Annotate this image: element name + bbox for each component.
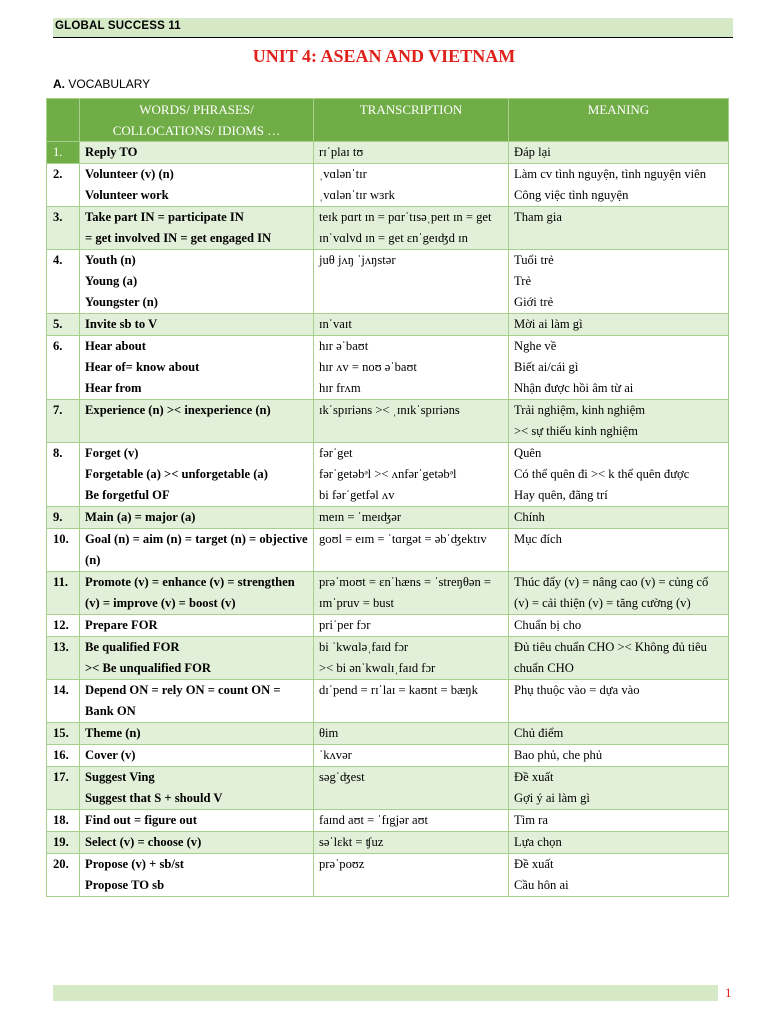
meaning-cell-line: Cầu hôn ai: [514, 878, 569, 892]
transcription-cell: [314, 314, 509, 336]
table-row: [47, 810, 729, 832]
meaning-cell-line: Trải nghiệm, kinh nghiệm: [514, 403, 646, 417]
row-number: 6.: [47, 336, 80, 400]
table-row: [47, 207, 729, 250]
transcription-cell-line: bi fərˈgetfəl ʌv: [319, 488, 395, 502]
header-title: GLOBAL SUCCESS 11: [55, 20, 181, 32]
number-column-header: [47, 99, 80, 142]
meaning-cell: [509, 854, 729, 897]
table-row: [47, 142, 729, 164]
word-cell-line: Propose (v) + sb/st: [85, 857, 184, 871]
word-cell-line: Be forgetful OF: [85, 488, 170, 502]
transcription-cell-line: prəˈpoʊz: [319, 857, 365, 871]
row-number: 11.: [47, 572, 80, 615]
row-number: 5.: [47, 314, 80, 336]
meaning-cell: [509, 443, 729, 507]
word-cell-line: Suggest that S + should V: [85, 791, 223, 805]
transcription-cell: [314, 680, 509, 723]
table-row: [47, 314, 729, 336]
transcription-cell-line: juθ jʌŋ ˈjʌŋstər: [319, 253, 396, 267]
meaning-cell: [509, 723, 729, 745]
transcription-cell: [314, 529, 509, 572]
transcription-cell-line: prəˈmoʊt = ɛnˈhæns = ˈstreŋθən = ɪmˈpruv = bust: [319, 575, 492, 610]
meaning-cell-line: Trẻ: [514, 274, 532, 288]
word-cell-line: Promote (v) = enhance (v) = strengthen (v) = improve (v) = boost (v): [85, 575, 295, 610]
running-header: [53, 18, 733, 38]
word-cell: [80, 314, 314, 336]
word-cell: [80, 680, 314, 723]
row-number: 14.: [47, 680, 80, 723]
word-cell: [80, 142, 314, 164]
meaning-cell-line: Nghe về: [514, 339, 557, 353]
transcription-cell: [314, 336, 509, 400]
row-number: 19.: [47, 832, 80, 854]
transcription-cell-line: ˌvɑlənˈtɪr wɜrk: [319, 188, 395, 202]
transcription-cell-line: >< bi ənˈkwɑlɪˌfaɪd fɔr: [319, 661, 436, 675]
row-number: 4.: [47, 250, 80, 314]
meaning-cell: [509, 336, 729, 400]
table-row: [47, 637, 729, 680]
transcription-cell-line: hɪr ʌv = noʊ əˈbaʊt: [319, 360, 417, 374]
row-number: 17.: [47, 767, 80, 810]
table-row: [47, 745, 729, 767]
word-cell-line: Forget (v): [85, 446, 139, 460]
word-cell: [80, 572, 314, 615]
word-cell: [80, 810, 314, 832]
meaning-cell-line: Tuổi trẻ: [514, 253, 554, 267]
word-cell-line: = get involved IN = get engaged IN: [85, 231, 272, 245]
transcription-cell-line: θim: [319, 726, 339, 740]
words-column-header: [80, 99, 314, 142]
meaning-cell: [509, 680, 729, 723]
meaning-cell-line: Phụ thuộc vào = dựa vào: [514, 683, 640, 697]
transcription-cell: [314, 615, 509, 637]
meaning-cell-line: Nhận được hồi âm từ ai: [514, 381, 634, 395]
row-number: 20.: [47, 854, 80, 897]
transcription-cell: [314, 745, 509, 767]
meaning-cell-line: Lựa chọn: [514, 835, 562, 849]
word-cell-line: Youngster (n): [85, 295, 158, 309]
meaning-cell-line: Có thể quên đi >< k thể quên được: [514, 467, 690, 481]
table-row: [47, 400, 729, 443]
table-row: [47, 164, 729, 207]
word-cell-line: Depend ON = rely ON = count ON = Bank ON: [85, 683, 281, 718]
word-cell-line: Youth (n): [85, 253, 136, 267]
transcription-cell: [314, 767, 509, 810]
transcription-cell: [314, 443, 509, 507]
transcription-cell-line: bi ˈkwɑləˌfaɪd fɔr: [319, 640, 409, 654]
word-cell-line: Invite sb to V: [85, 317, 158, 331]
words-header-line-2: COLLOCATIONS/ IDIOMS …: [112, 123, 281, 138]
word-cell-line: Main (a) = major (a): [85, 510, 196, 524]
meaning-cell-line: Giới trẻ: [514, 295, 554, 309]
word-cell-line: Take part IN = participate IN: [85, 210, 244, 224]
meaning-cell-line: Hay quên, đãng trí: [514, 488, 608, 502]
table-row: [47, 854, 729, 897]
meaning-cell-line: Biết ai/cái gì: [514, 360, 579, 374]
meaning-cell: [509, 164, 729, 207]
transcription-cell: [314, 810, 509, 832]
transcription-cell-line: hɪr əˈbaʊt: [319, 339, 369, 353]
word-cell: [80, 250, 314, 314]
unit-title: UNIT 4: ASEAN AND VIETNAM: [252, 46, 516, 66]
meaning-cell-line: Chuẩn bị cho: [514, 618, 582, 632]
meaning-cell: [509, 400, 729, 443]
table-row: [47, 723, 729, 745]
meaning-cell-line: Đề xuất: [514, 857, 554, 871]
word-cell-line: Forgetable (a) >< unforgetable (a): [85, 467, 268, 481]
word-cell-line: Propose TO sb: [85, 878, 165, 892]
word-cell: [80, 767, 314, 810]
word-cell: [80, 854, 314, 897]
transcription-cell-line: dɪˈpend = rɪˈlaɪ = kaʊnt = bæŋk: [319, 683, 478, 697]
transcription-cell: [314, 142, 509, 164]
row-number: 18.: [47, 810, 80, 832]
table-row: [47, 572, 729, 615]
table-row: [47, 767, 729, 810]
row-number: 13.: [47, 637, 80, 680]
word-cell-line: Prepare FOR: [85, 618, 158, 632]
meaning-cell: [509, 250, 729, 314]
table-row: [47, 529, 729, 572]
section-label: VOCABULARY: [68, 77, 151, 91]
meaning-cell: [509, 572, 729, 615]
section-letter: A.: [53, 77, 65, 91]
transcription-cell-line: səgˈʤest: [319, 770, 365, 784]
meaning-cell-line: Chủ điểm: [514, 726, 564, 740]
row-number: 10.: [47, 529, 80, 572]
section-heading: [53, 77, 150, 91]
row-number: 3.: [47, 207, 80, 250]
table-row: [47, 250, 729, 314]
meaning-cell-line: Quên: [514, 446, 542, 460]
transcription-cell: [314, 507, 509, 529]
words-header-line-1: WORDS/ PHRASES/: [139, 102, 254, 117]
row-number: 2.: [47, 164, 80, 207]
meaning-cell: [509, 142, 729, 164]
word-cell-line: Theme (n): [85, 726, 141, 740]
table-row: [47, 443, 729, 507]
word-cell-line: Find out = figure out: [85, 813, 197, 827]
word-cell: [80, 443, 314, 507]
meaning-cell-line: Mời ai làm gì: [514, 317, 583, 331]
row-number: 8.: [47, 443, 80, 507]
word-cell: [80, 615, 314, 637]
transcription-cell: [314, 400, 509, 443]
meaning-cell: [509, 529, 729, 572]
row-number: 9.: [47, 507, 80, 529]
transcription-cell: [314, 637, 509, 680]
meaning-cell: [509, 810, 729, 832]
meaning-cell: [509, 207, 729, 250]
meaning-cell-line: Gợi ý ai làm gì: [514, 791, 590, 805]
transcription-cell-line: hɪr frʌm: [319, 381, 361, 395]
transcription-cell-line: ɪnˈvaɪt: [319, 317, 352, 331]
row-number: 1.: [47, 142, 80, 164]
row-number: 15.: [47, 723, 80, 745]
transcription-cell-line: meɪn = ˈmeɪʤər: [319, 510, 402, 524]
word-cell-line: Volunteer work: [85, 188, 169, 202]
word-cell-line: Young (a): [85, 274, 138, 288]
word-cell-line: Be qualified FOR: [85, 640, 180, 654]
transcription-cell-line: fərˈgetəbᵊl >< ʌnfərˈgetəbᵊl: [319, 467, 457, 481]
meaning-cell: [509, 507, 729, 529]
transcription-cell-line: goʊl = eɪm = ˈtɑrgət = əbˈʤektɪv: [319, 532, 487, 546]
table-row: [47, 680, 729, 723]
word-cell: [80, 832, 314, 854]
word-cell: [80, 745, 314, 767]
meaning-cell: [509, 767, 729, 810]
word-cell: [80, 529, 314, 572]
word-cell-line: Suggest Ving: [85, 770, 155, 784]
transcription-cell: [314, 164, 509, 207]
vocabulary-table-body: [47, 142, 729, 897]
meaning-cell-line: Thúc đẩy (v) = nâng cao (v) = củng cố (v) = cải thiện (v) = tăng cường (v): [514, 575, 709, 610]
word-cell: [80, 637, 314, 680]
word-cell: [80, 400, 314, 443]
word-cell-line: Goal (n) = aim (n) = target (n) = objective (n): [85, 532, 308, 567]
transcription-cell: [314, 723, 509, 745]
word-cell-line: Reply TO: [85, 145, 138, 159]
row-number: 12.: [47, 615, 80, 637]
table-header-row: [47, 99, 729, 142]
vocabulary-table: [46, 98, 729, 897]
meaning-cell: [509, 615, 729, 637]
row-number: 16.: [47, 745, 80, 767]
word-cell: [80, 164, 314, 207]
table-row: [47, 832, 729, 854]
meaning-cell-line: Bao phủ, che phủ: [514, 748, 603, 762]
meaning-cell-line: >< sự thiếu kinh nghiệm: [514, 424, 638, 438]
word-cell-line: Cover (v): [85, 748, 136, 762]
transcription-column-header: TRANSCRIPTION: [314, 99, 509, 142]
word-cell-line: Hear of= know about: [85, 360, 200, 374]
transcription-cell-line: səˈlɛkt = ʧuz: [319, 835, 384, 849]
word-cell-line: Volunteer (v) (n): [85, 167, 174, 181]
meaning-column-header: MEANING: [509, 99, 729, 142]
word-cell-line: >< Be unqualified FOR: [85, 661, 211, 675]
word-cell: [80, 723, 314, 745]
meaning-cell-line: Công việc tình nguyện: [514, 188, 629, 202]
transcription-cell-line: faɪnd aʊt = ˈfɪgjər aʊt: [319, 813, 429, 827]
table-row: [47, 507, 729, 529]
meaning-cell-line: Mục đích: [514, 532, 562, 546]
row-number: 7.: [47, 400, 80, 443]
transcription-cell-line: ˈkʌvər: [319, 748, 352, 762]
transcription-cell-line: rɪˈplaɪ tʊ: [319, 145, 364, 159]
word-cell-line: Hear from: [85, 381, 142, 395]
meaning-cell-line: Tìm ra: [514, 813, 548, 827]
meaning-cell-line: Đủ tiêu chuẩn CHO >< Không đủ tiêu chuẩn CHO: [514, 640, 707, 675]
table-row: [47, 615, 729, 637]
transcription-cell: [314, 250, 509, 314]
transcription-cell-line: ɪkˈspɪriəns >< ˌɪnɪkˈspɪriəns: [319, 403, 460, 417]
transcription-cell: [314, 854, 509, 897]
transcription-cell-line: ˌvɑlənˈtɪr: [319, 167, 367, 181]
word-cell-line: Experience (n) >< inexperience (n): [85, 403, 271, 417]
meaning-cell: [509, 637, 729, 680]
word-cell-line: Select (v) = choose (v): [85, 835, 202, 849]
meaning-cell-line: Làm cv tình nguyện, tình nguyện viên: [514, 167, 707, 181]
transcription-cell: [314, 572, 509, 615]
word-cell: [80, 507, 314, 529]
transcription-cell: [314, 207, 509, 250]
meaning-cell-line: Đáp lại: [514, 145, 551, 159]
word-cell-line: Hear about: [85, 339, 146, 353]
meaning-cell: [509, 832, 729, 854]
word-cell: [80, 207, 314, 250]
transcription-cell-line: priˈper fɔr: [319, 618, 371, 632]
transcription-cell-line: fərˈget: [319, 446, 353, 460]
meaning-cell: [509, 745, 729, 767]
meaning-cell-line: Đề xuất: [514, 770, 554, 784]
transcription-cell: [314, 832, 509, 854]
transcription-cell-line: teɪk pɑrt ɪn = pɑrˈtɪsəˌpeɪt ɪn = get ɪnˈvɑlvd ɪn = get ɛnˈgeɪʤd ɪn: [319, 210, 492, 245]
page-number: 1: [725, 985, 732, 1000]
table-row: [47, 336, 729, 400]
footer-bar: [53, 985, 718, 1001]
word-cell: [80, 336, 314, 400]
meaning-cell-line: Tham gia: [514, 210, 562, 224]
meaning-cell-line: Chính: [514, 510, 545, 524]
meaning-cell: [509, 314, 729, 336]
